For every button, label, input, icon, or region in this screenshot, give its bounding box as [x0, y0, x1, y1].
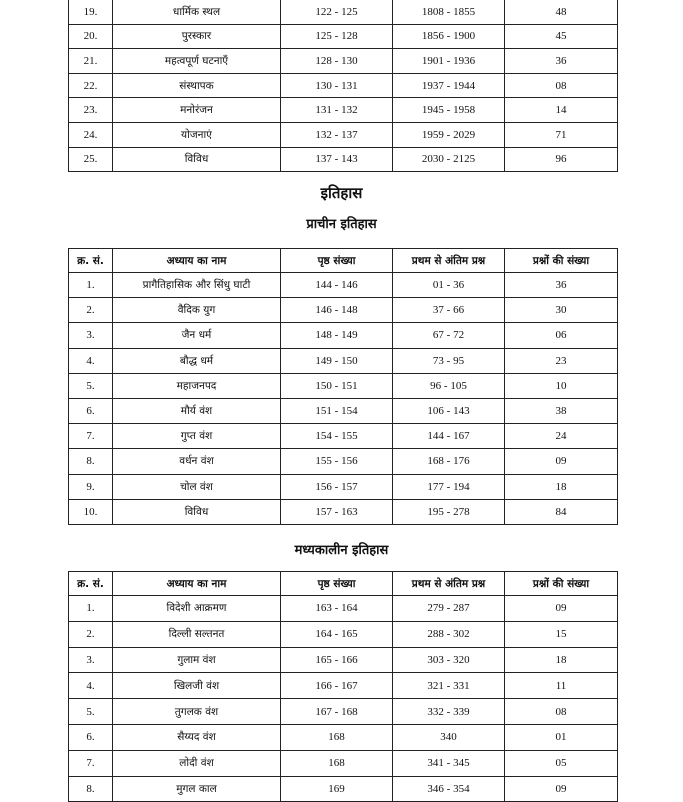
serial-cell: 8.: [69, 776, 113, 802]
page-range-cell: 165 - 166: [281, 647, 393, 673]
chapter-name-cell: जैन धर्म: [113, 323, 281, 348]
col-header-question-count: प्रश्नों की संख्या: [505, 249, 618, 273]
ancient-header-row: [69, 249, 618, 273]
question-range-cell: 340: [393, 724, 505, 750]
table-row: [69, 73, 618, 98]
question-count-cell: 38: [505, 398, 618, 423]
table-row: [69, 122, 618, 147]
question-count-cell: 06: [505, 323, 618, 348]
question-count-cell: 23: [505, 348, 618, 373]
serial-cell: 3.: [69, 323, 113, 348]
page-range-cell: 144 - 146: [281, 273, 393, 298]
chapter-name-cell: योजनाएं: [113, 122, 281, 147]
chapter-name-cell: खिलजी वंश: [113, 673, 281, 699]
medieval-title: मध्यकालीन इतिहास: [294, 543, 389, 558]
table-row: [69, 647, 618, 673]
question-range-cell: 321 - 331: [393, 673, 505, 699]
question-range-cell: 332 - 339: [393, 699, 505, 725]
page-range-cell: 168: [281, 724, 393, 750]
col-header-question-count: प्रश्नों की संख्या: [505, 572, 618, 596]
question-range-cell: 37 - 66: [393, 298, 505, 323]
question-count-cell: 30: [505, 298, 618, 323]
page-range-cell: 128 - 130: [281, 49, 393, 74]
page-range-cell: 154 - 155: [281, 424, 393, 449]
question-count-cell: 09: [505, 596, 618, 622]
table-row: [69, 98, 618, 123]
chapter-name-cell: धार्मिक स्थल: [113, 0, 281, 24]
question-range-cell: 1959 - 2029: [393, 122, 505, 147]
question-count-cell: 24: [505, 424, 618, 449]
table-row: [69, 24, 618, 49]
col-header-pages: पृष्ठ संख्या: [281, 249, 393, 273]
table-row: [69, 699, 618, 725]
chapter-name-cell: सैय्यद वंश: [113, 724, 281, 750]
table-row: [69, 49, 618, 74]
question-range-cell: 1945 - 1958: [393, 98, 505, 123]
chapter-name-cell: लोदी वंश: [113, 750, 281, 776]
chapter-name-cell: गुलाम वंश: [113, 647, 281, 673]
question-count-cell: 45: [505, 24, 618, 49]
serial-cell: 9.: [69, 474, 113, 499]
chapter-name-cell: वैदिक युग: [113, 298, 281, 323]
page-range-cell: 132 - 137: [281, 122, 393, 147]
table-row: [69, 474, 618, 499]
question-range-cell: 168 - 176: [393, 449, 505, 474]
serial-cell: 8.: [69, 449, 113, 474]
top-table-body: [69, 0, 618, 172]
col-header-chapter: अध्याय का नाम: [113, 572, 281, 596]
page-range-cell: 156 - 157: [281, 474, 393, 499]
serial-cell: 20.: [69, 24, 113, 49]
serial-cell: 4.: [69, 348, 113, 373]
table-row: [69, 724, 618, 750]
chapter-name-cell: चोल वंश: [113, 474, 281, 499]
question-count-cell: 36: [505, 49, 618, 74]
col-header-serial: क्र. सं.: [69, 249, 113, 273]
table-row: [69, 424, 618, 449]
serial-cell: 7.: [69, 750, 113, 776]
table-row: [69, 323, 618, 348]
col-header-question-range: प्रथम से अंतिम प्रश्न: [393, 249, 505, 273]
table-row: [69, 673, 618, 699]
question-range-cell: 177 - 194: [393, 474, 505, 499]
serial-cell: 25.: [69, 147, 113, 172]
question-range-cell: 346 - 354: [393, 776, 505, 802]
page-range-cell: 137 - 143: [281, 147, 393, 172]
question-range-cell: 195 - 278: [393, 499, 505, 524]
chapter-name-cell: विविध: [113, 147, 281, 172]
page-range-cell: 130 - 131: [281, 73, 393, 98]
serial-cell: 7.: [69, 424, 113, 449]
chapter-name-cell: महाजनपद: [113, 373, 281, 398]
chapter-name-cell: संस्थापक: [113, 73, 281, 98]
page-range-cell: 149 - 150: [281, 348, 393, 373]
serial-cell: 23.: [69, 98, 113, 123]
table-row: [69, 147, 618, 172]
ancient-table-body: [69, 273, 618, 525]
page-range-cell: 122 - 125: [281, 0, 393, 24]
chapter-name-cell: विविध: [113, 499, 281, 524]
question-count-cell: 84: [505, 499, 618, 524]
page-range-cell: 125 - 128: [281, 24, 393, 49]
question-count-cell: 08: [505, 699, 618, 725]
page-range-cell: 131 - 132: [281, 98, 393, 123]
question-range-cell: 144 - 167: [393, 424, 505, 449]
table-row: [69, 621, 618, 647]
question-range-cell: 67 - 72: [393, 323, 505, 348]
ancient-title: प्राचीन इतिहास: [306, 217, 377, 232]
table-row: [69, 776, 618, 802]
serial-cell: 6.: [69, 398, 113, 423]
question-count-cell: 48: [505, 0, 618, 24]
page-range-cell: 157 - 163: [281, 499, 393, 524]
page-range-cell: 169: [281, 776, 393, 802]
col-header-chapter: अध्याय का नाम: [113, 249, 281, 273]
chapter-name-cell: विदेशी आक्रमण: [113, 596, 281, 622]
table-row: [69, 750, 618, 776]
question-range-cell: 1808 - 1855: [393, 0, 505, 24]
question-count-cell: 18: [505, 474, 618, 499]
page-range-cell: 164 - 165: [281, 621, 393, 647]
question-range-cell: 1856 - 1900: [393, 24, 505, 49]
table-row: [69, 273, 618, 298]
chapter-name-cell: प्रागैतिहासिक और सिंधु घाटी: [113, 273, 281, 298]
serial-cell: 6.: [69, 724, 113, 750]
table-row: [69, 0, 618, 24]
chapter-name-cell: महत्वपूर्ण घटनाएँ: [113, 49, 281, 74]
question-range-cell: 288 - 302: [393, 621, 505, 647]
question-range-cell: 1937 - 1944: [393, 73, 505, 98]
question-count-cell: 09: [505, 776, 618, 802]
question-range-cell: 279 - 287: [393, 596, 505, 622]
ancient-history-table: [68, 248, 618, 525]
chapter-name-cell: गुप्त वंश: [113, 424, 281, 449]
table-row: [69, 449, 618, 474]
chapter-name-cell: तुगलक वंश: [113, 699, 281, 725]
page-range-cell: 168: [281, 750, 393, 776]
page-range-cell: 166 - 167: [281, 673, 393, 699]
table-row: [69, 499, 618, 524]
page-range-cell: 150 - 151: [281, 373, 393, 398]
serial-cell: 1.: [69, 273, 113, 298]
question-count-cell: 14: [505, 98, 618, 123]
serial-cell: 10.: [69, 499, 113, 524]
table-row: [69, 298, 618, 323]
question-count-cell: 09: [505, 449, 618, 474]
page-range-cell: 155 - 156: [281, 449, 393, 474]
question-count-cell: 08: [505, 73, 618, 98]
section-title: इतिहास: [320, 184, 363, 202]
page-range-cell: 163 - 164: [281, 596, 393, 622]
serial-cell: 5.: [69, 699, 113, 725]
chapter-name-cell: वर्धन वंश: [113, 449, 281, 474]
serial-cell: 2.: [69, 621, 113, 647]
chapter-name-cell: बौद्ध धर्म: [113, 348, 281, 373]
chapter-name-cell: मनोरंजन: [113, 98, 281, 123]
table-row: [69, 398, 618, 423]
question-count-cell: 71: [505, 122, 618, 147]
question-range-cell: 01 - 36: [393, 273, 505, 298]
page-range-cell: 151 - 154: [281, 398, 393, 423]
question-range-cell: 1901 - 1936: [393, 49, 505, 74]
question-range-cell: 106 - 143: [393, 398, 505, 423]
question-count-cell: 18: [505, 647, 618, 673]
question-count-cell: 36: [505, 273, 618, 298]
col-header-question-range: प्रथम से अंतिम प्रश्न: [393, 572, 505, 596]
serial-cell: 3.: [69, 647, 113, 673]
col-header-serial: क्र. सं.: [69, 572, 113, 596]
chapter-name-cell: मौर्य वंश: [113, 398, 281, 423]
page-range-cell: 167 - 168: [281, 699, 393, 725]
question-count-cell: 96: [505, 147, 618, 172]
page-range-cell: 148 - 149: [281, 323, 393, 348]
question-range-cell: 96 - 105: [393, 373, 505, 398]
medieval-table-body: [69, 596, 618, 802]
table-row: [69, 373, 618, 398]
chapter-name-cell: पुरस्कार: [113, 24, 281, 49]
serial-cell: 1.: [69, 596, 113, 622]
chapter-name-cell: दिल्ली सल्तनत: [113, 621, 281, 647]
question-count-cell: 11: [505, 673, 618, 699]
medieval-header-row: [69, 572, 618, 596]
question-range-cell: 341 - 345: [393, 750, 505, 776]
question-count-cell: 01: [505, 724, 618, 750]
col-header-pages: पृष्ठ संख्या: [281, 572, 393, 596]
question-count-cell: 15: [505, 621, 618, 647]
serial-cell: 5.: [69, 373, 113, 398]
question-range-cell: 303 - 320: [393, 647, 505, 673]
serial-cell: 22.: [69, 73, 113, 98]
serial-cell: 2.: [69, 298, 113, 323]
page-range-cell: 146 - 148: [281, 298, 393, 323]
table-row: [69, 348, 618, 373]
serial-cell: 21.: [69, 49, 113, 74]
chapter-name-cell: मुगल काल: [113, 776, 281, 802]
medieval-history-table: [68, 571, 618, 802]
top-index-table: [68, 0, 618, 172]
question-range-cell: 73 - 95: [393, 348, 505, 373]
question-count-cell: 10: [505, 373, 618, 398]
serial-cell: 4.: [69, 673, 113, 699]
question-count-cell: 05: [505, 750, 618, 776]
serial-cell: 24.: [69, 122, 113, 147]
question-range-cell: 2030 - 2125: [393, 147, 505, 172]
table-row: [69, 596, 618, 622]
serial-cell: 19.: [69, 0, 113, 24]
